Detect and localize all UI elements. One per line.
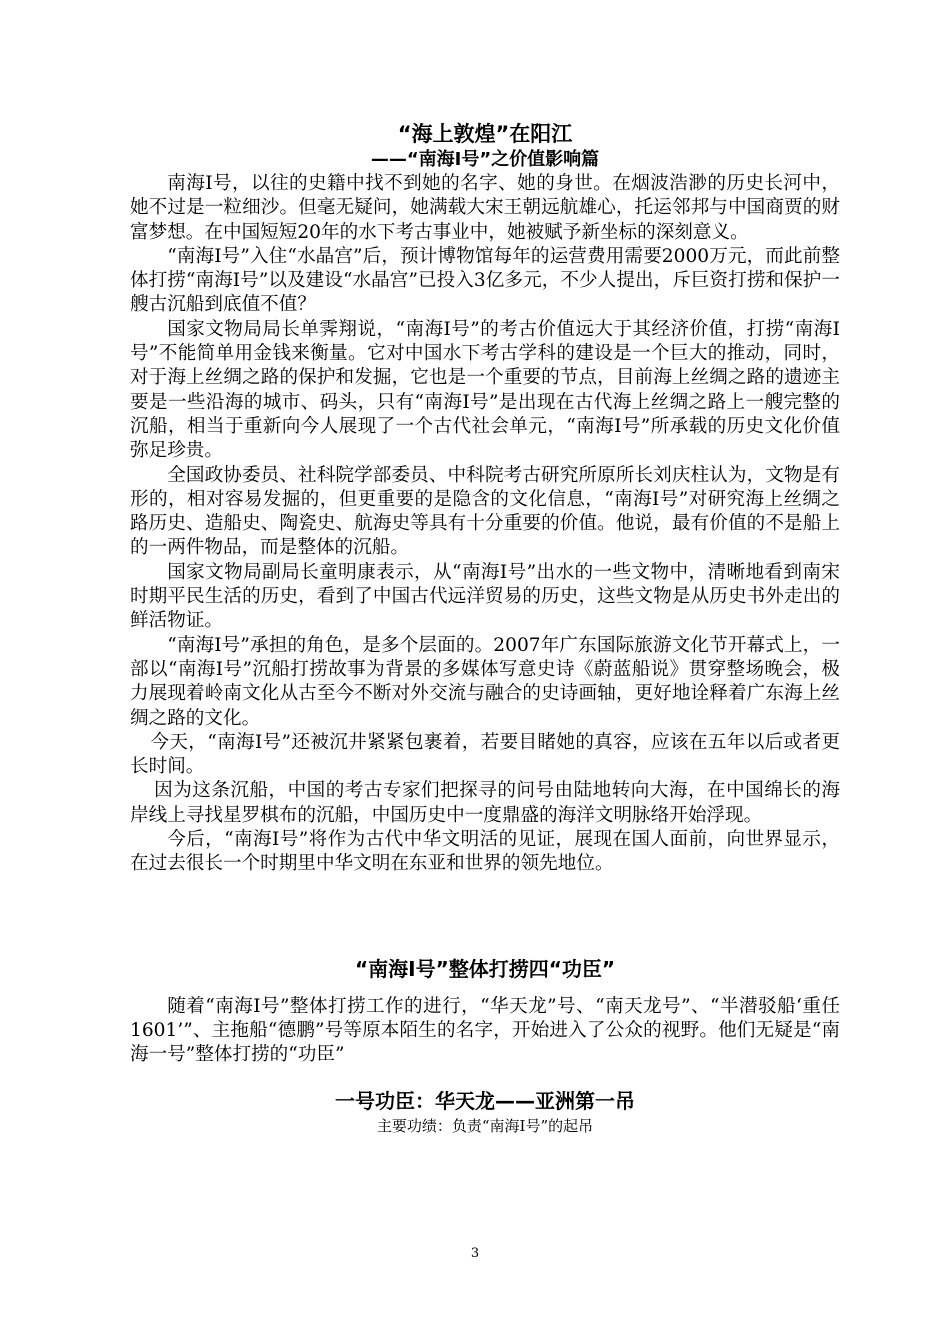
paragraph-2: “南海I号”入住“水晶宫”后，预计博物馆每年的运营费用需要2000万元，而此前整体打捞“南海I号”以及建设“水晶宫”已投入3亿多元，不少人提出，斥巨资打捞和保护一艘古沉船到底值不值？ (130, 245, 840, 316)
paragraph-3: 国家文物局局长单霁翔说，“南海I号”的考古价值远大于其经济价值，打捞“南海I号”不能简单用金钱来衡量。它对中国水下考古学科的建设是一个巨大的推动，同时，对于海上丝绸之路的保护和发掘，它也是一个重要的节点，目前海上丝绸之路的遗迹主要是一些沿海的城市、码头，只有“南海I号”是出现在古代海上丝绸之路上一艘完整的沉船，相当于重新向今人展现了一个古代社会单元，“南海I号”所承载的历史文化价值弥足珍贵。 (130, 318, 840, 462)
achievement-note: 主要功绩：负责“南海I号”的起吊 (376, 1116, 594, 1135)
paragraph-9: 今后，“南海I号”将作为古代中华文明活的见证，展现在国人面前，向世界显示，在过去很长一个时期里中华文明在东亚和世界的领先地位。 (130, 829, 840, 875)
paragraph-1: 南海I号，以往的史籍中找不到她的名字、她的身世。在烟波浩渺的历史长河中，她不过是一粒细沙。但毫无疑问，她满载大宋王朝远航雄心，托运邻邦与中国商贾的财富梦想。在中国短短20年的水下考古事业中，她被赋予新坐标的深刻意义。 (130, 173, 840, 243)
section-subheading: 一号功臣：华天龙——亚洲第一吊 (335, 1088, 635, 1113)
paragraph-5: 国家文物局副局长童明康表示，从“南海I号”出水的一些文物中，清晰地看到南宋时期平民生活的历史，看到了中国古代远洋贸易的历史，这些文物是从历史书外走出的鲜活物证。 (130, 561, 840, 632)
paragraph-8: 因为这条沉船，中国的考古专家们把探寻的问号由陆地转向大海，在中国绵长的海岸线上寻找星罗棋布的沉船，中国历史中一度鼎盛的海洋文明脉络开始浮现。 (130, 780, 840, 826)
page-number: 3 (470, 1246, 480, 1261)
document-page (130, 120, 840, 1136)
paragraph-4: 全国政协委员、社科院学部委员、中科院考古研究所原所长刘庆柱认为，文物是有形的，相对容易发掘的，但更重要的是隐含的文化信息，“南海I号”对研究海上丝绸之路历史、造船史、陶瓷史、航海史等具有十分重要的价值。他说，最有价值的不是船上的一两件物品，而是整体的沉船。 (130, 464, 840, 559)
paragraph-7: 今天，“南海I号”还被沉井紧紧包裹着，若要目睹她的真容，应该在五年以后或者更长时间。 (130, 731, 840, 778)
article-title: “海上敦煌”在阳江 (397, 122, 573, 146)
article-subtitle: ——“南海Ⅰ号”之价值影响篇 (370, 149, 600, 170)
section-paragraph: 随着“南海I号”整体打捞工作的进行，“华天龙”号、“南天龙号”、“半潜驳船‘重任1601’”、主拖船“德鹏”号等原本陌生的名字，开始进入了公众的视野。他们无疑是“南海一号”整体打捞的“功臣” (130, 995, 840, 1066)
paragraph-6: “南海I号”承担的角色，是多个层面的。2007年广东国际旅游文化节开幕式上，一部以“南海I号”沉船打捞故事为背景的多媒体写意史诗《蔚蓝船说》贯穿整场晚会，极力展现着岭南文化从古至今不断对外交流与融合的史诗画轴，更好地诠释着广东海上丝绸之路的文化。 (130, 634, 840, 729)
section-title: “南海Ⅰ号”整体打捞四“功臣” (354, 956, 616, 981)
